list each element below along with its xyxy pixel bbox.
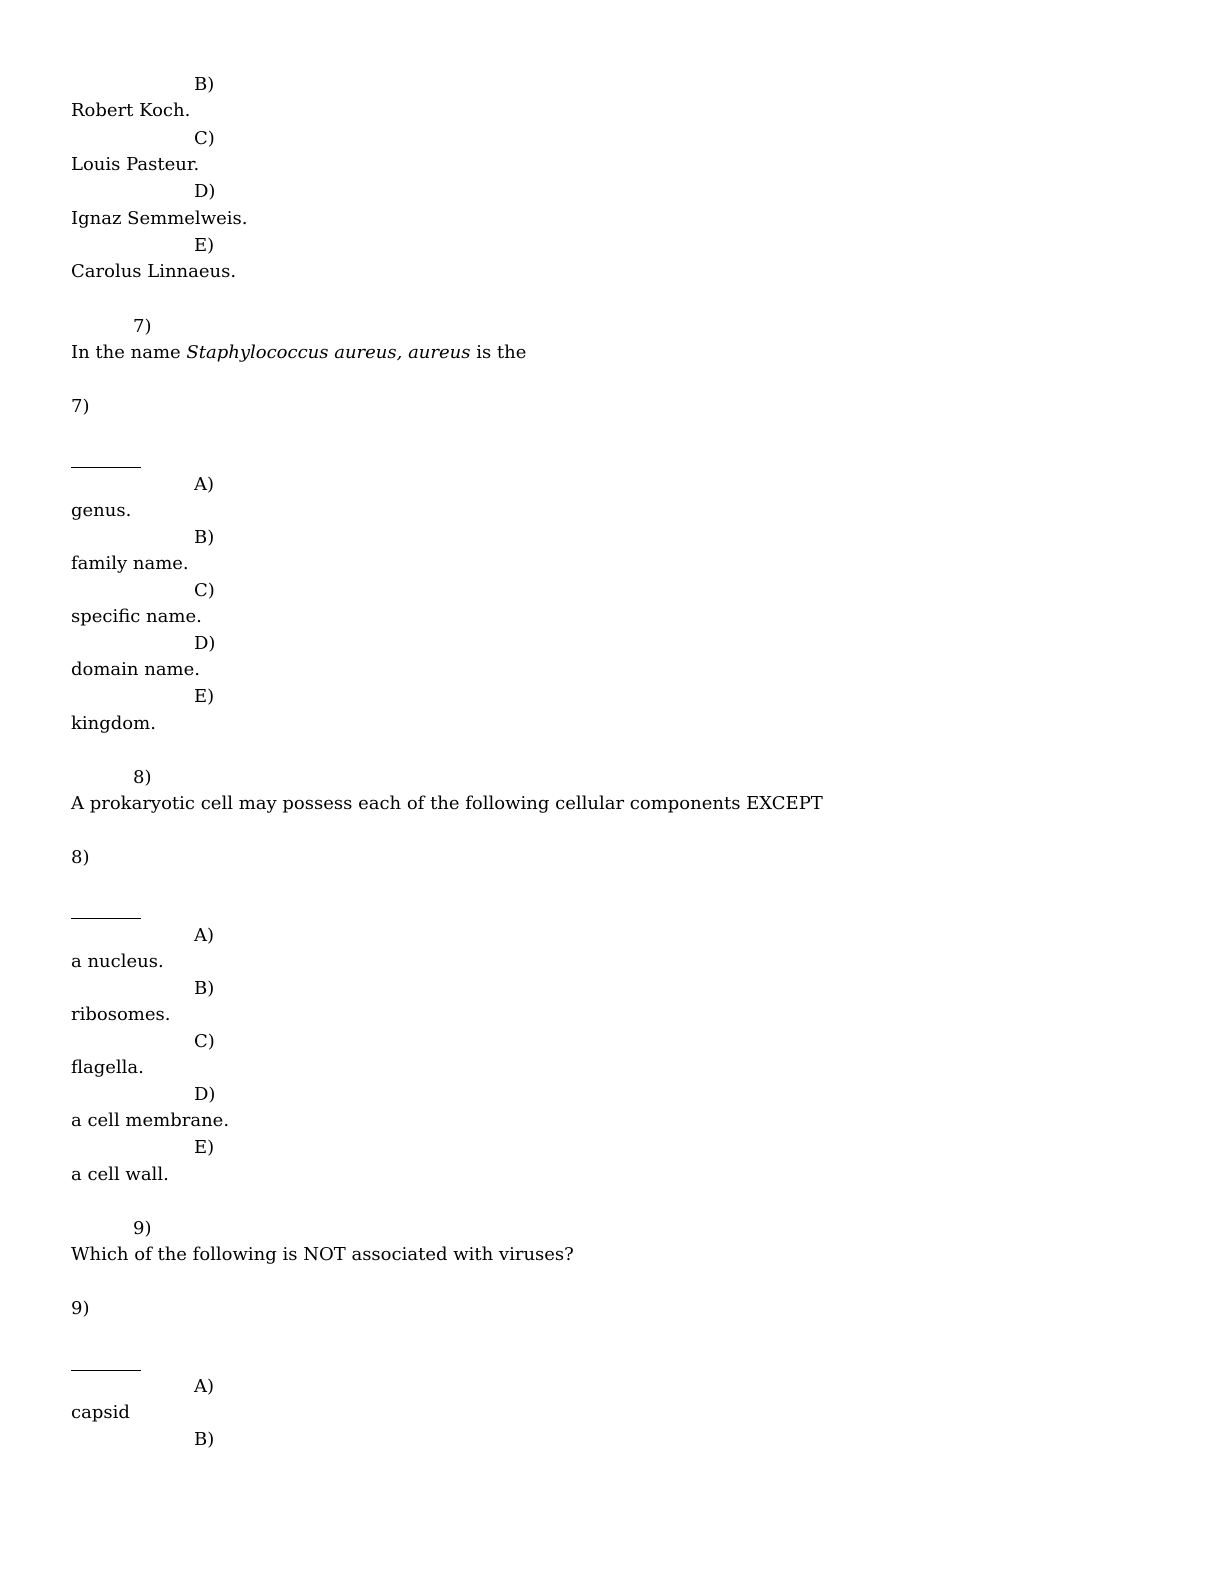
- option-text: kingdom.: [71, 713, 156, 734]
- option-text: a cell wall.: [71, 1164, 169, 1185]
- option-text: family name.: [71, 553, 189, 574]
- answer-blank[interactable]: [71, 467, 141, 468]
- option-letter: C): [194, 128, 215, 149]
- option-letter: C): [194, 1031, 215, 1052]
- option-letter: B): [194, 978, 215, 999]
- option-text: Louis Pasteur.: [71, 154, 200, 175]
- option-letter: C): [194, 580, 215, 601]
- question-text-italic: Staphylococcus aureus, aureus: [186, 342, 471, 363]
- option-text: a cell membrane.: [71, 1110, 230, 1131]
- option-text: domain name.: [71, 659, 200, 680]
- question-text-part: is the: [470, 342, 527, 363]
- option-text: genus.: [71, 500, 132, 521]
- option-text: Ignaz Semmelweis.: [71, 208, 248, 229]
- answer-number: 7): [71, 396, 90, 417]
- answer-number: 9): [71, 1298, 90, 1319]
- answer-blank[interactable]: [71, 1370, 141, 1371]
- question-number: 7): [133, 316, 152, 337]
- option-letter: A): [194, 474, 215, 495]
- option-letter: A): [194, 925, 215, 946]
- answer-blank[interactable]: [71, 918, 141, 919]
- question-number: 8): [133, 767, 152, 788]
- option-letter: A): [194, 1376, 215, 1397]
- option-text: flagella.: [71, 1057, 144, 1078]
- option-letter: B): [194, 74, 215, 95]
- option-letter: D): [194, 181, 216, 202]
- option-letter: D): [194, 1084, 216, 1105]
- option-text: capsid: [71, 1402, 130, 1423]
- option-text: ribosomes.: [71, 1004, 171, 1025]
- option-text: Robert Koch.: [71, 100, 191, 121]
- option-text: Carolus Linnaeus.: [71, 261, 237, 282]
- question-text: A prokaryotic cell may possess each of the following cellular components EXCEPT: [71, 793, 823, 814]
- option-text: specific name.: [71, 606, 202, 627]
- answer-number: 8): [71, 847, 90, 868]
- question-text: [71, 344, 526, 362]
- option-letter: E): [194, 686, 215, 707]
- option-letter: B): [194, 527, 215, 548]
- question-text: Which of the following is NOT associated with viruses?: [71, 1244, 574, 1265]
- option-letter: B): [194, 1429, 215, 1450]
- question-text-part: In the name: [71, 342, 187, 363]
- option-letter: E): [194, 235, 215, 256]
- option-text: a nucleus.: [71, 951, 164, 972]
- question-number: 9): [133, 1218, 152, 1239]
- option-letter: E): [194, 1137, 215, 1158]
- option-letter: D): [194, 633, 216, 654]
